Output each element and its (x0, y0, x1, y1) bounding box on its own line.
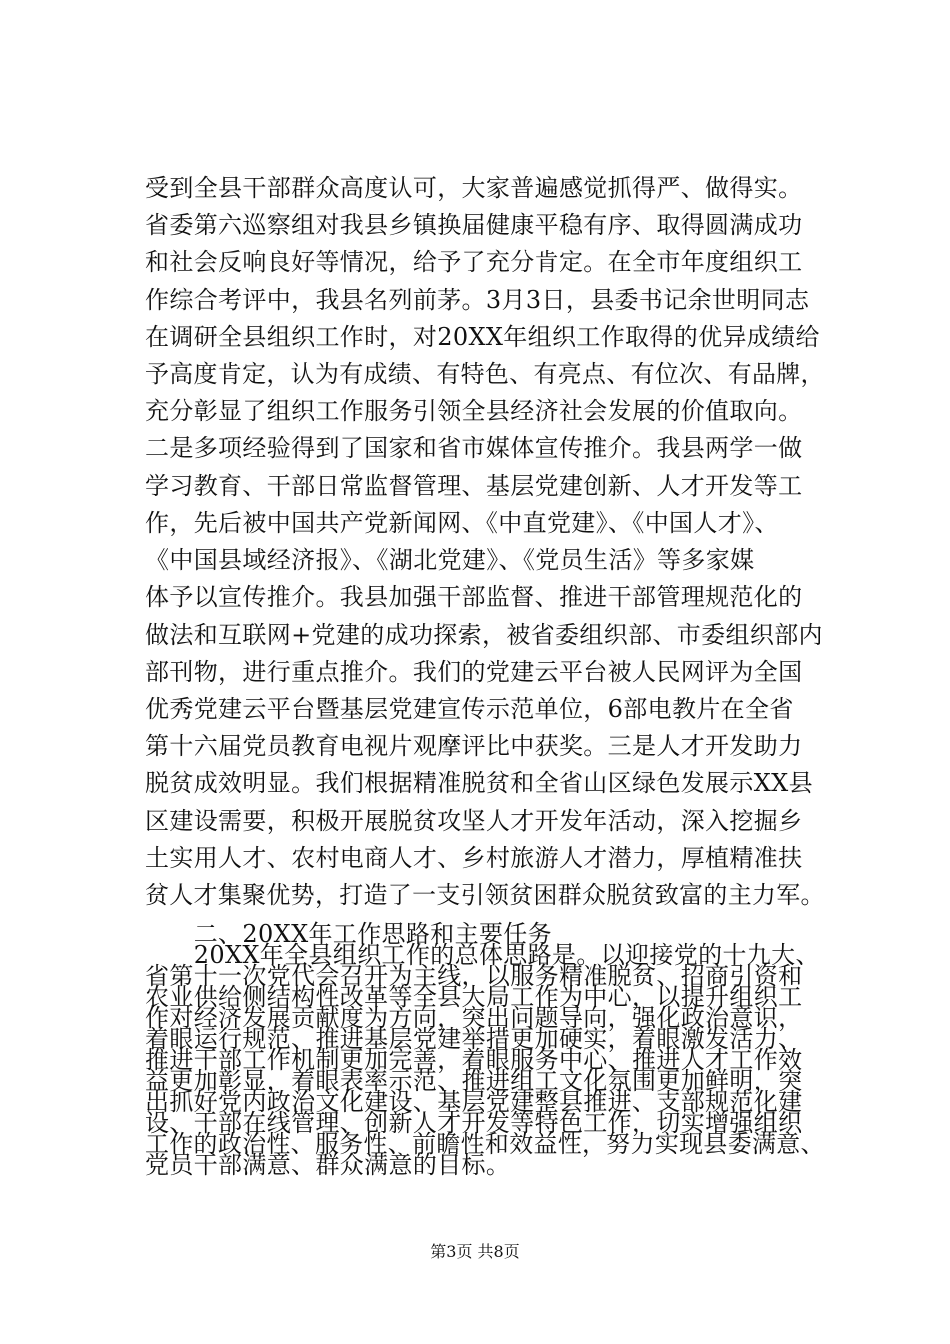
paragraph-line: 省委第六巡察组对我县乡镇换届健康平稳有序、取得圆满成功 (145, 211, 803, 239)
paragraph-line: 予高度肯定，认为有成绩、有特色、有亮点、有位次、有品牌， (145, 360, 825, 388)
paragraph-line: 推进干部工作机制更加完善，着眼服务中心、推进人才工作效 (145, 1046, 803, 1074)
paragraph-line: 第十六届党员教育电视片观摩评比中获奖。三是人才开发助力 (145, 732, 803, 760)
section-heading: 二、20XX年工作思路和主要任务 (145, 920, 553, 948)
paragraph-line: 作，先后被中国共产党新闻网、《中直党建》、《中国人才》、 (145, 509, 779, 537)
paragraph-line: 区建设需要，积极开展脱贫攻坚人才开发年活动，深入挖掘乡 (145, 807, 803, 835)
paragraph-line: 出抓好党内政治文化建设、基层党建整县推进、支部规范化建 (145, 1088, 803, 1116)
paragraph-line: 和社会反响良好等情况，给予了充分肯定。在全市年度组织工 (145, 248, 803, 276)
paragraph-line: 农业供给侧结构性改革等全县大局工作为中心，以提升组织工 (145, 983, 803, 1011)
paragraph-line: 在调研全县组织工作时，对20XX年组织工作取得的优异成绩给 (145, 323, 820, 351)
paragraph-line: 益更加彰显，着眼表率示范、推进组工文化氛围更加鲜明，突 (145, 1067, 803, 1095)
paragraph-line: 学习教育、干部日常监督管理、基层党建创新、人才开发等工 (145, 472, 803, 500)
paragraph-line: 设、干部在线管理、创新人才开发等特色工作，切实增强组织 (145, 1109, 803, 1137)
paragraph-line: 体予以宣传推介。我县加强干部监督、推进干部管理规范化的 (145, 583, 803, 611)
paragraph-line: 工作的政治性、服务性、前瞻性和效益性，努力实现县委满意、 (145, 1130, 825, 1158)
paragraph-line: 20XX年全县组织工作的总体思路是。以迎接党的十九大、 (145, 941, 820, 969)
paragraph-line: 作对经济发展贡献度为方向，突出问题导向，强化政治意识， (145, 1004, 803, 1032)
paragraph-line: 优秀党建云平台暨基层党建宣传示范单位，6部电教片在全省 (145, 695, 794, 723)
paragraph-line: 脱贫成效明显。我们根据精准脱贫和全省山区绿色发展示XX县 (145, 769, 813, 797)
page-footer: 第3页 共8页 (430, 1242, 520, 1261)
paragraph-line: 党员干部满意、群众满意的目标。 (145, 1151, 511, 1179)
paragraph-line: 做法和互联网+党建的成功探索，被省委组织部、市委组织部内 (145, 621, 823, 649)
paragraph-line: 受到全县干部群众高度认可，大家普遍感觉抓得严、做得实。 (145, 174, 803, 202)
paragraph-line: 贫人才集聚优势，打造了一支引领贫困群众脱贫致富的主力军。 (145, 881, 825, 909)
paragraph-line: 《中国县域经济报》、《湖北党建》、《党员生活》等多家媒 (145, 546, 755, 574)
paragraph-line: 土实用人才、农村电商人才、乡村旅游人才潜力，厚植精准扶 (145, 844, 803, 872)
paragraph-line: 部刊物，进行重点推介。我们的党建云平台被人民网评为全国 (145, 658, 803, 686)
paragraph-line: 着眼运行规范、推进基层党建举措更加硬实，着眼激发活力、 (145, 1025, 803, 1053)
paragraph-line: 作综合考评中，我县名列前茅。3月3日，县委书记余世明同志 (145, 286, 810, 314)
paragraph-line: 二是多项经验得到了国家和省市媒体宣传推介。我县两学一做 (145, 434, 803, 462)
paragraph-line: 省第十一次党代会召开为主线，以服务精准脱贫、招商引资和 (145, 962, 803, 990)
paragraph-line: 充分彰显了组织工作服务引领全县经济社会发展的价值取向。 (145, 397, 803, 425)
